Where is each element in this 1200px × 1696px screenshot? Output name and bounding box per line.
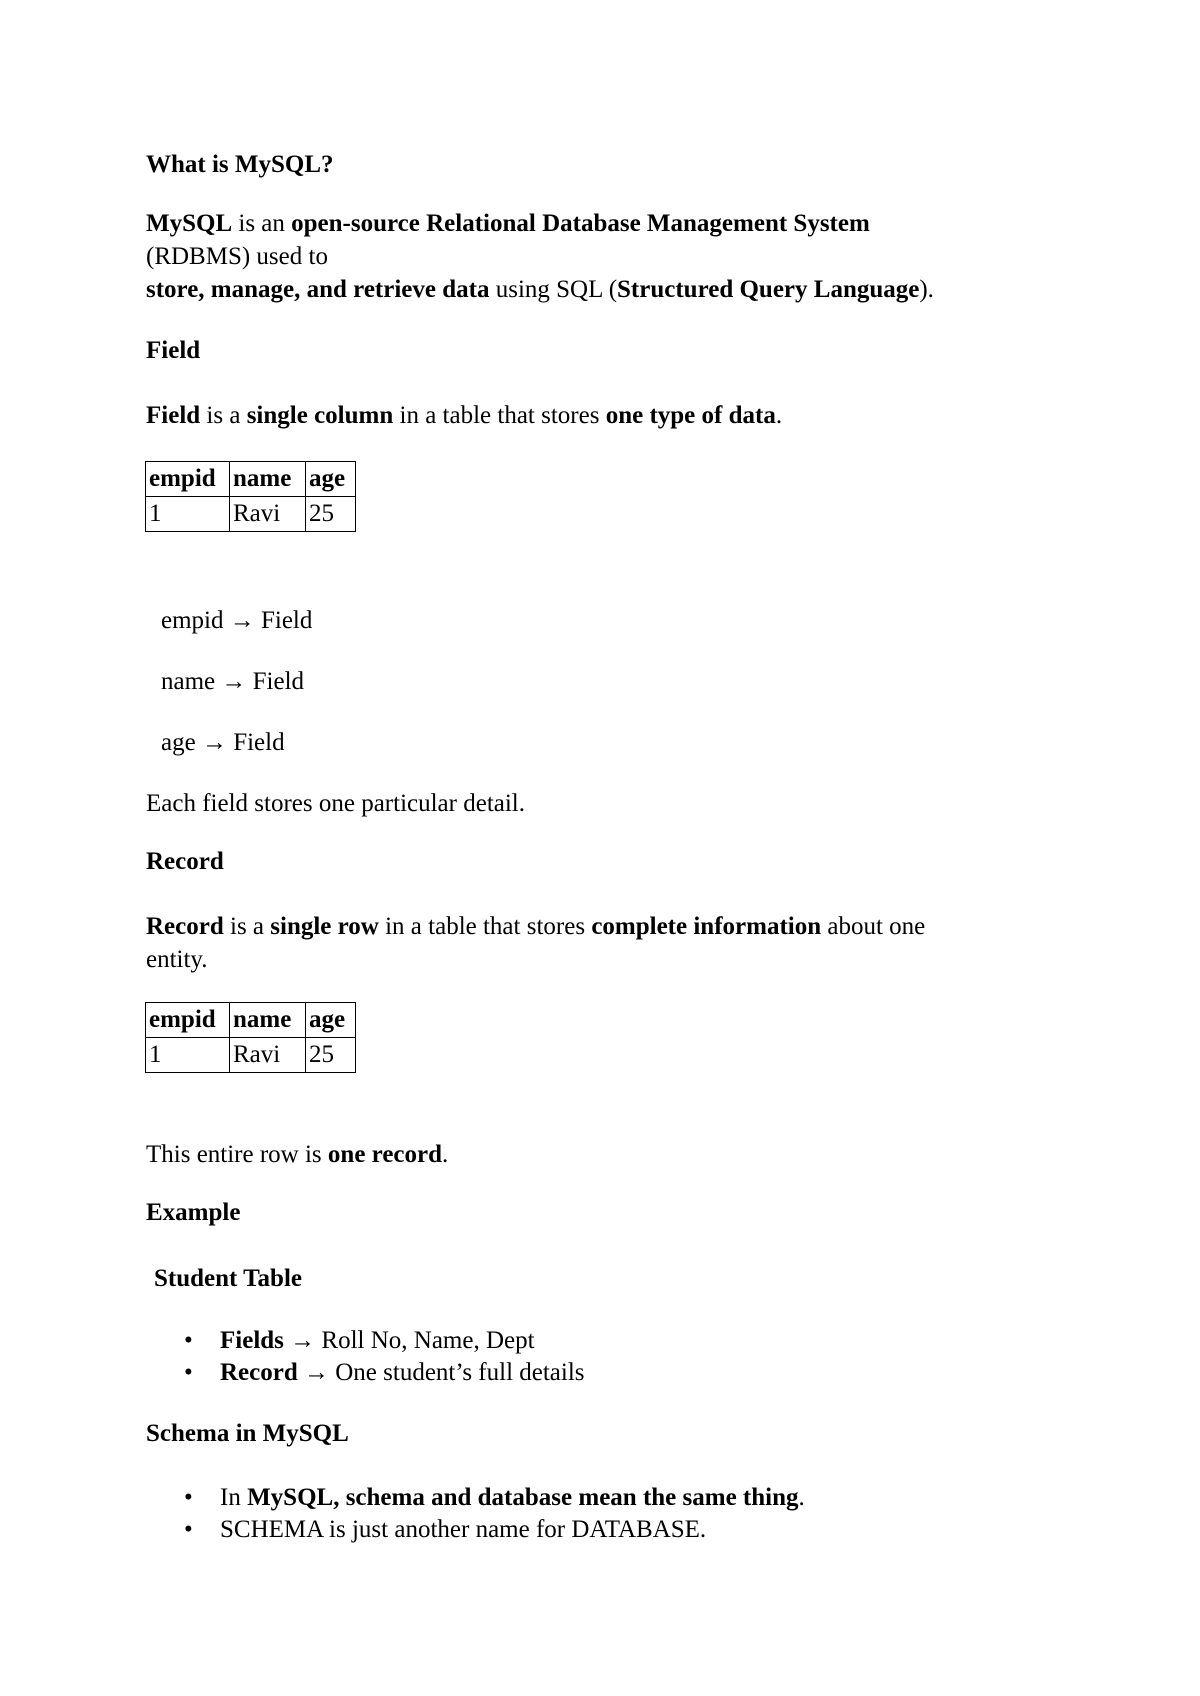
intro-text-3: ).	[919, 276, 934, 303]
field-term: Field	[146, 402, 201, 429]
schema-equals-database-term: MySQL, schema and database mean the same thing	[247, 1484, 799, 1511]
field-example-table	[145, 461, 356, 532]
table-cell: Ravi	[230, 497, 306, 532]
table-header-cell: name	[230, 1003, 306, 1038]
table-cell: 25	[306, 497, 356, 532]
one-record-term: one record	[327, 1141, 443, 1168]
field-def-text-2: in a table that stores	[393, 402, 606, 429]
table-header-cell: name	[230, 462, 306, 497]
table-header-row	[146, 1003, 356, 1038]
schema-item-2-text: SCHEMA is just another name for DATABASE.	[220, 1516, 707, 1543]
heading-what-is-mysql: What is MySQL?	[146, 151, 334, 178]
schema-bullet-list	[146, 1481, 805, 1545]
intro-paragraph-line-3	[146, 273, 934, 306]
fields-text: → Roll No, Name, Dept	[283, 1327, 535, 1354]
complete-information-term: complete information	[591, 913, 822, 940]
record-definition-line-2: entity.	[146, 946, 208, 973]
table-header-cell: age	[306, 462, 356, 497]
table-cell: 25	[306, 1038, 356, 1073]
field-summary: Each field stores one particular detail.	[146, 790, 526, 817]
single-column-term: single column	[246, 402, 394, 429]
bullet-glyph: •	[184, 1516, 193, 1543]
rdbms-term: open-source Relational Database Management System	[291, 210, 870, 237]
heading-schema-in-mysql: Schema in MySQL	[146, 1420, 349, 1447]
schema-item-text-1: In	[220, 1484, 248, 1511]
record-item-text: → One student’s full details	[297, 1359, 585, 1386]
sql-expansion-term: Structured Query Language	[617, 276, 920, 303]
table-row	[146, 497, 356, 532]
bullet-glyph: •	[184, 1359, 193, 1386]
field-definition	[146, 399, 782, 432]
record-summary	[146, 1138, 448, 1171]
one-type-of-data-term: one type of data	[605, 402, 776, 429]
heading-field: Field	[146, 337, 201, 364]
table-header-cell: empid	[146, 1003, 230, 1038]
list-item	[146, 1481, 805, 1513]
single-row-term: single row	[270, 913, 379, 940]
bullet-glyph: •	[184, 1327, 193, 1354]
intro-paragraph-line-1	[146, 207, 870, 240]
field-map-age: age → Field	[161, 729, 285, 756]
record-term: Record	[146, 913, 224, 940]
record-summary-text-1: This entire row is	[146, 1141, 328, 1168]
fields-term: Fields	[220, 1327, 284, 1354]
field-def-text-1: is a	[200, 402, 247, 429]
record-def-text-3: about one	[821, 913, 926, 940]
list-item	[146, 1356, 585, 1388]
field-def-text-3: .	[775, 402, 783, 429]
schema-item-text-2: .	[798, 1484, 805, 1511]
record-item-term: Record	[220, 1359, 298, 1386]
heading-example: Example	[146, 1199, 241, 1226]
table-cell: Ravi	[230, 1038, 306, 1073]
store-manage-retrieve-term: store, manage, and retrieve data	[146, 276, 490, 303]
bullet-glyph: •	[184, 1484, 193, 1511]
table-header-cell: age	[306, 1003, 356, 1038]
table-row	[146, 1038, 356, 1073]
list-item	[146, 1324, 585, 1356]
list-item	[146, 1513, 805, 1545]
example-bullet-list	[146, 1324, 585, 1388]
intro-text-2: using SQL (	[489, 276, 618, 303]
field-map-name: name → Field	[161, 668, 305, 695]
field-map-empid: empid → Field	[161, 607, 313, 634]
record-summary-text-2: .	[442, 1141, 449, 1168]
record-definition-line-1	[146, 910, 925, 943]
record-def-text-2: in a table that stores	[378, 913, 592, 940]
table-cell: 1	[146, 497, 230, 532]
record-example-table	[145, 1002, 356, 1073]
intro-text-1: is an	[232, 210, 292, 237]
table-cell: 1	[146, 1038, 230, 1073]
student-table-subheading: Student Table	[154, 1265, 302, 1292]
table-header-row	[146, 462, 356, 497]
table-header-cell: empid	[146, 462, 230, 497]
intro-paragraph-line-2: (RDBMS) used to	[146, 243, 328, 270]
record-def-text-1: is a	[223, 913, 271, 940]
heading-record: Record	[146, 848, 224, 875]
mysql-term: MySQL	[146, 210, 233, 237]
